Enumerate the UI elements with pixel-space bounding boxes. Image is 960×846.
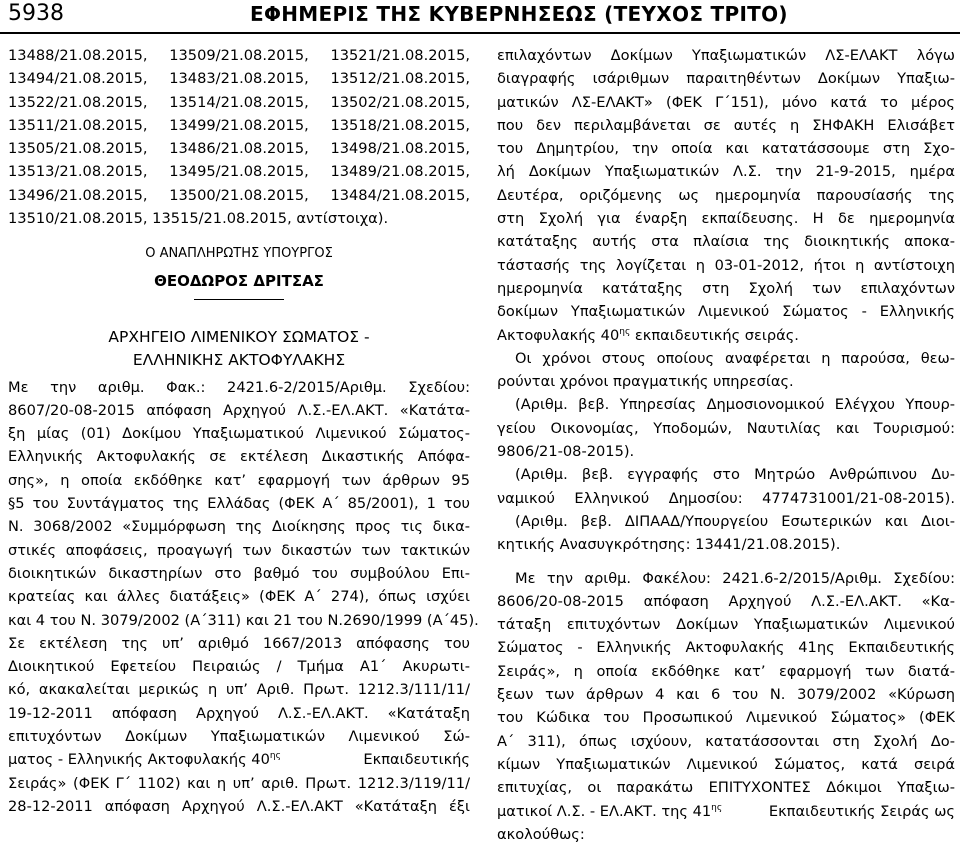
body-line: τάστασής της λογίζεται η 03-01-2012, ήτοι η αντίστοιχη [497,256,955,274]
body-line [8,748,470,771]
body-line: ημερομηνία κατάταξης στη Σχολή των επιλαχόντων [497,279,955,297]
body-line-head: ματικοί Λ.Σ. - ΕΛ.ΑΚΤ. της $41^{\eta\varsigma}$ [497,802,723,820]
body-line: γείου Οικονομίας, Υποδομών, Ναυτιλίας και Τουρισμού: [497,419,955,437]
body-line: κό, ακακαλείται μερικώς η υπ’ Αριθ. Πρωτ. 1212.3/111/11/ [8,681,470,699]
body-line: κίμων Υπαξιωματικών Λιμενικού Σώματος, κατά σειρά [497,755,955,773]
ref-line: 13522/21.08.2015, 13514/21.08.2015, 13502/21.08.2015, [8,93,470,111]
body-line: ξη μίας (01) Δοκίμου Υπαξιωματικού Λιμενικού Σώματος- [8,425,470,443]
body-line: 28-12-2011 απόφαση Αρχηγού Λ.Σ.-ΕΛ.ΑΚΤ «Κατάταξη έξι [8,797,470,815]
org-heading-line1: ΑΡΧΗΓΕΙΟ ΛΙΜΕΝΙΚΟΥ ΣΩΜΑΤΟΣ - [108,327,370,346]
signatory-name: ΘΕΟΔΩΡΟΣ ΔΡΙΤΣΑΣ [154,271,324,290]
body-line: λή Δοκίμων Υπαξιωματικών Λ.Σ. την 21-9-2015, ημέρα [497,163,955,181]
body-line-tail: Εκπαιδευτικής [363,751,470,769]
body-line: σης», η οποία εκδόθηκε κατ’ εφαρμογή των άρθρων 95 [8,471,470,489]
ref-line: 13505/21.08.2015, 13486/21.08.2015, 13498/21.08.2015, [8,140,470,158]
body-line: διοικητικών δικαστηρίων στο βαθμό του συμβούλου Επι- [8,564,470,582]
body-line: Σε εκτέλεση της υπ’ αριθμό 1667/2013 απόφασης του [8,634,470,652]
body-line: ρούνται χρόνοι πραγματικής υπηρεσίας. [497,373,794,391]
body-line: δοκίμων Υπαξιωματικών Λιμενικού Σώματος - Ελληνικής [497,303,955,321]
body-line: τάταξη επιτυχόντων Δοκίμων Υπαξιωματικών Λιμενικού [497,616,955,634]
org-heading-line2: ΕΛΛΗΝΙΚΗΣ ΑΚΤΟΦΥΛΑΚΗΣ [132,351,346,370]
body-line [497,800,955,823]
body-line: (Αριθμ. βεβ. Υπηρεσίας Δημοσιονομικού Ελέγχου Υπουρ- [515,396,955,414]
body-line: Δευτέρα, οριζόμενης ως ημερομηνία παρουσίασής της [497,186,955,204]
page-header [0,0,960,34]
body-line: Σειράς», η οποία εκδόθηκε κατ’ εφαρμογή των διατά- [497,662,955,680]
body-line: Με την αριθμ. Φακέλου: 2421.6-2/2015/Αριθμ. Σχεδίου: [515,569,955,587]
body-line: κατάταξης αυτής στα πλαίσια της διοικητικής αποκα- [497,233,955,251]
body-line: του Δημητρίου, την οποία και κατατάσσουμε στη Σχο- [497,140,955,158]
body-line: Διοικητικού Εφετείου Πειραιώς / Τμήμα Α1΄ Ακυρωτι- [8,658,470,676]
body-line: 9806/21-08-2015). [497,443,635,461]
body-line: επιλαχόντων Δοκίμων Υπαξιωματικών ΛΣ-ΕΛΑΚΤ λόγω [497,47,955,64]
ref-line: 13511/21.08.2015, 13499/21.08.2015, 13518/21.08.2015, [8,116,470,134]
body-line: 8607/20-08-2015 απόφαση Αρχηγού Λ.Σ.-ΕΛ.ΑΚΤ. «Κατάτα- [8,401,470,419]
body-line: επιτυχόντων Δοκίμων Υπαξιωματικών Λιμενικού Σώ- [8,728,470,746]
ref-line: 13496/21.08.2015, 13500/21.08.2015, 13484/21.08.2015, [8,186,470,204]
body-line: Α΄ 311), όπως ισχύουν, κατατάσσονται στη Σχολή Δο- [497,732,955,750]
body-line: επιτυχίας, οι παρακάτω ΕΠΙΤΥΧΟΝΤΕΣ Δόκιμοι Υπαξιω- [497,779,955,797]
body-line: του Κώδικα του Προσωπικού Λιμενικού Σώματος» (ΦΕΚ [497,709,955,727]
body-line: Ν. 3068/2002 «Συμμόρφωση της Διοίκησης προς τις δικα- [8,518,470,536]
body-line: Ακτοφυλακής $40^{\eta\varsigma}$ εκπαιδευτικής σειράς. [497,326,799,344]
body-line: 19-12-2011 απόφαση Αρχηγού Λ.Σ.-ΕΛ.ΑΚΤ. «Κατάταξη [8,704,470,722]
ref-line: 13510/21.08.2015, 13515/21.08.2015, αντίστοιχα). [8,210,389,228]
ref-line: 13494/21.08.2015, 13483/21.08.2015, 13512/21.08.2015, [8,70,470,88]
body-line: που δεν περιλαμβάνεται σε αυτές η ΣΗΦΑΚΗ Ελισάβετ [497,116,955,134]
body-line: στικές αποφάσεις, προαγωγή των δικαστών των τακτικών [8,541,470,559]
right-column [497,44,955,846]
signatory-title: Ο ΑΝΑΠΛΗΡΩΤΗΣ ΥΠΟΥΡΓΟΣ [145,246,333,262]
separator-rule [194,299,284,300]
body-line: κρατείας και άλλες διατάξεις» (ΦΕΚ Α΄ 274), όπως ισχύει [8,588,470,606]
body-line: διαγραφής ισάριθμων παραιτηθέντων Δοκίμων Υπαξιω- [497,70,955,88]
body-line: κητικής Ανασυγκρότησης: 13441/21.08.2015). [497,536,841,554]
body-line: Με την αριθμ. Φακ.: 2421.6-2/2015/Αριθμ. Σχεδίου: [8,378,470,396]
body-line-tail: Εκπαιδευτικής Σειράς ως [768,802,955,820]
body-line: (Αριθμ. βεβ. ΔΙΠΑΑΔ/Υπουργείου Εσωτερικών και Διοι- [515,512,955,530]
body-line: Ελληνικής Ακτοφυλακής σε εκτέλεση Δικαστικής Απόφα- [8,448,470,466]
body-line-head: ματος - Ελληνικής Ακτοφυλακής $40^{\eta\varsigma}$ [8,751,281,769]
body-line: ναμικού Ελληνικού Δημοσίου: 4774731001/21-08-2015). [497,489,955,507]
ref-line: 13488/21.08.2015, 13509/21.08.2015, 13521/21.08.2015, [8,47,470,64]
left-column [8,44,479,818]
body-line: 8606/20-08-2015 απόφαση Αρχηγού Λ.Σ.-ΕΛ.ΑΚΤ. «Κα- [497,592,955,610]
body-line: Σώματος - Ελληνικής Ακτοφυλακής 41ης Εκπαιδευτικής [497,639,955,657]
body-line: §5 του Συντάγματος της Ελλάδας (ΦΕΚ Α΄ 85/2001), 1 του [8,495,470,513]
body-line: στη Σχολή για έναρξη εκπαίδευσης. Η δε ημερομηνία [497,210,955,228]
gazette-title: ΕΦΗΜΕΡΙΣ ΤΗΣ ΚΥΒΕΡΝΗΣΕΩΣ (ΤΕΥΧΟΣ ΤΡΙΤΟ) [250,2,788,26]
body-line: Σειράς» (ΦΕΚ Γ΄ 1102) και η υπ’ αριθ. Πρωτ. 1212.3/119/11/ [8,774,470,792]
body-line: ξεων των άρθρων 4 και 6 του Ν. 3079/2002 «Κύρωση [497,686,955,704]
body-line: Οι χρόνοι στους οποίους αναφέρεται η παρούσα, θεω- [515,349,955,367]
body-line: ματικών ΛΣ-ΕΛΑΚΤ» (ΦΕΚ Γ΄151), μόνο κατά το μέρος [497,93,955,111]
body-line: και 4 του Ν. 3079/2002 (Α΄311) και 21 του Ν.2690/1999 (Α΄45). [8,611,479,629]
page-number: 5938 [8,1,64,26]
body-line: (Αριθμ. βεβ. εγγραφής στο Μητρώο Ανθρώπινου Δυ- [515,466,955,484]
body-line: ακολούθως: [497,825,585,843]
ref-line: 13513/21.08.2015, 13495/21.08.2015, 13489/21.08.2015, [8,163,470,181]
